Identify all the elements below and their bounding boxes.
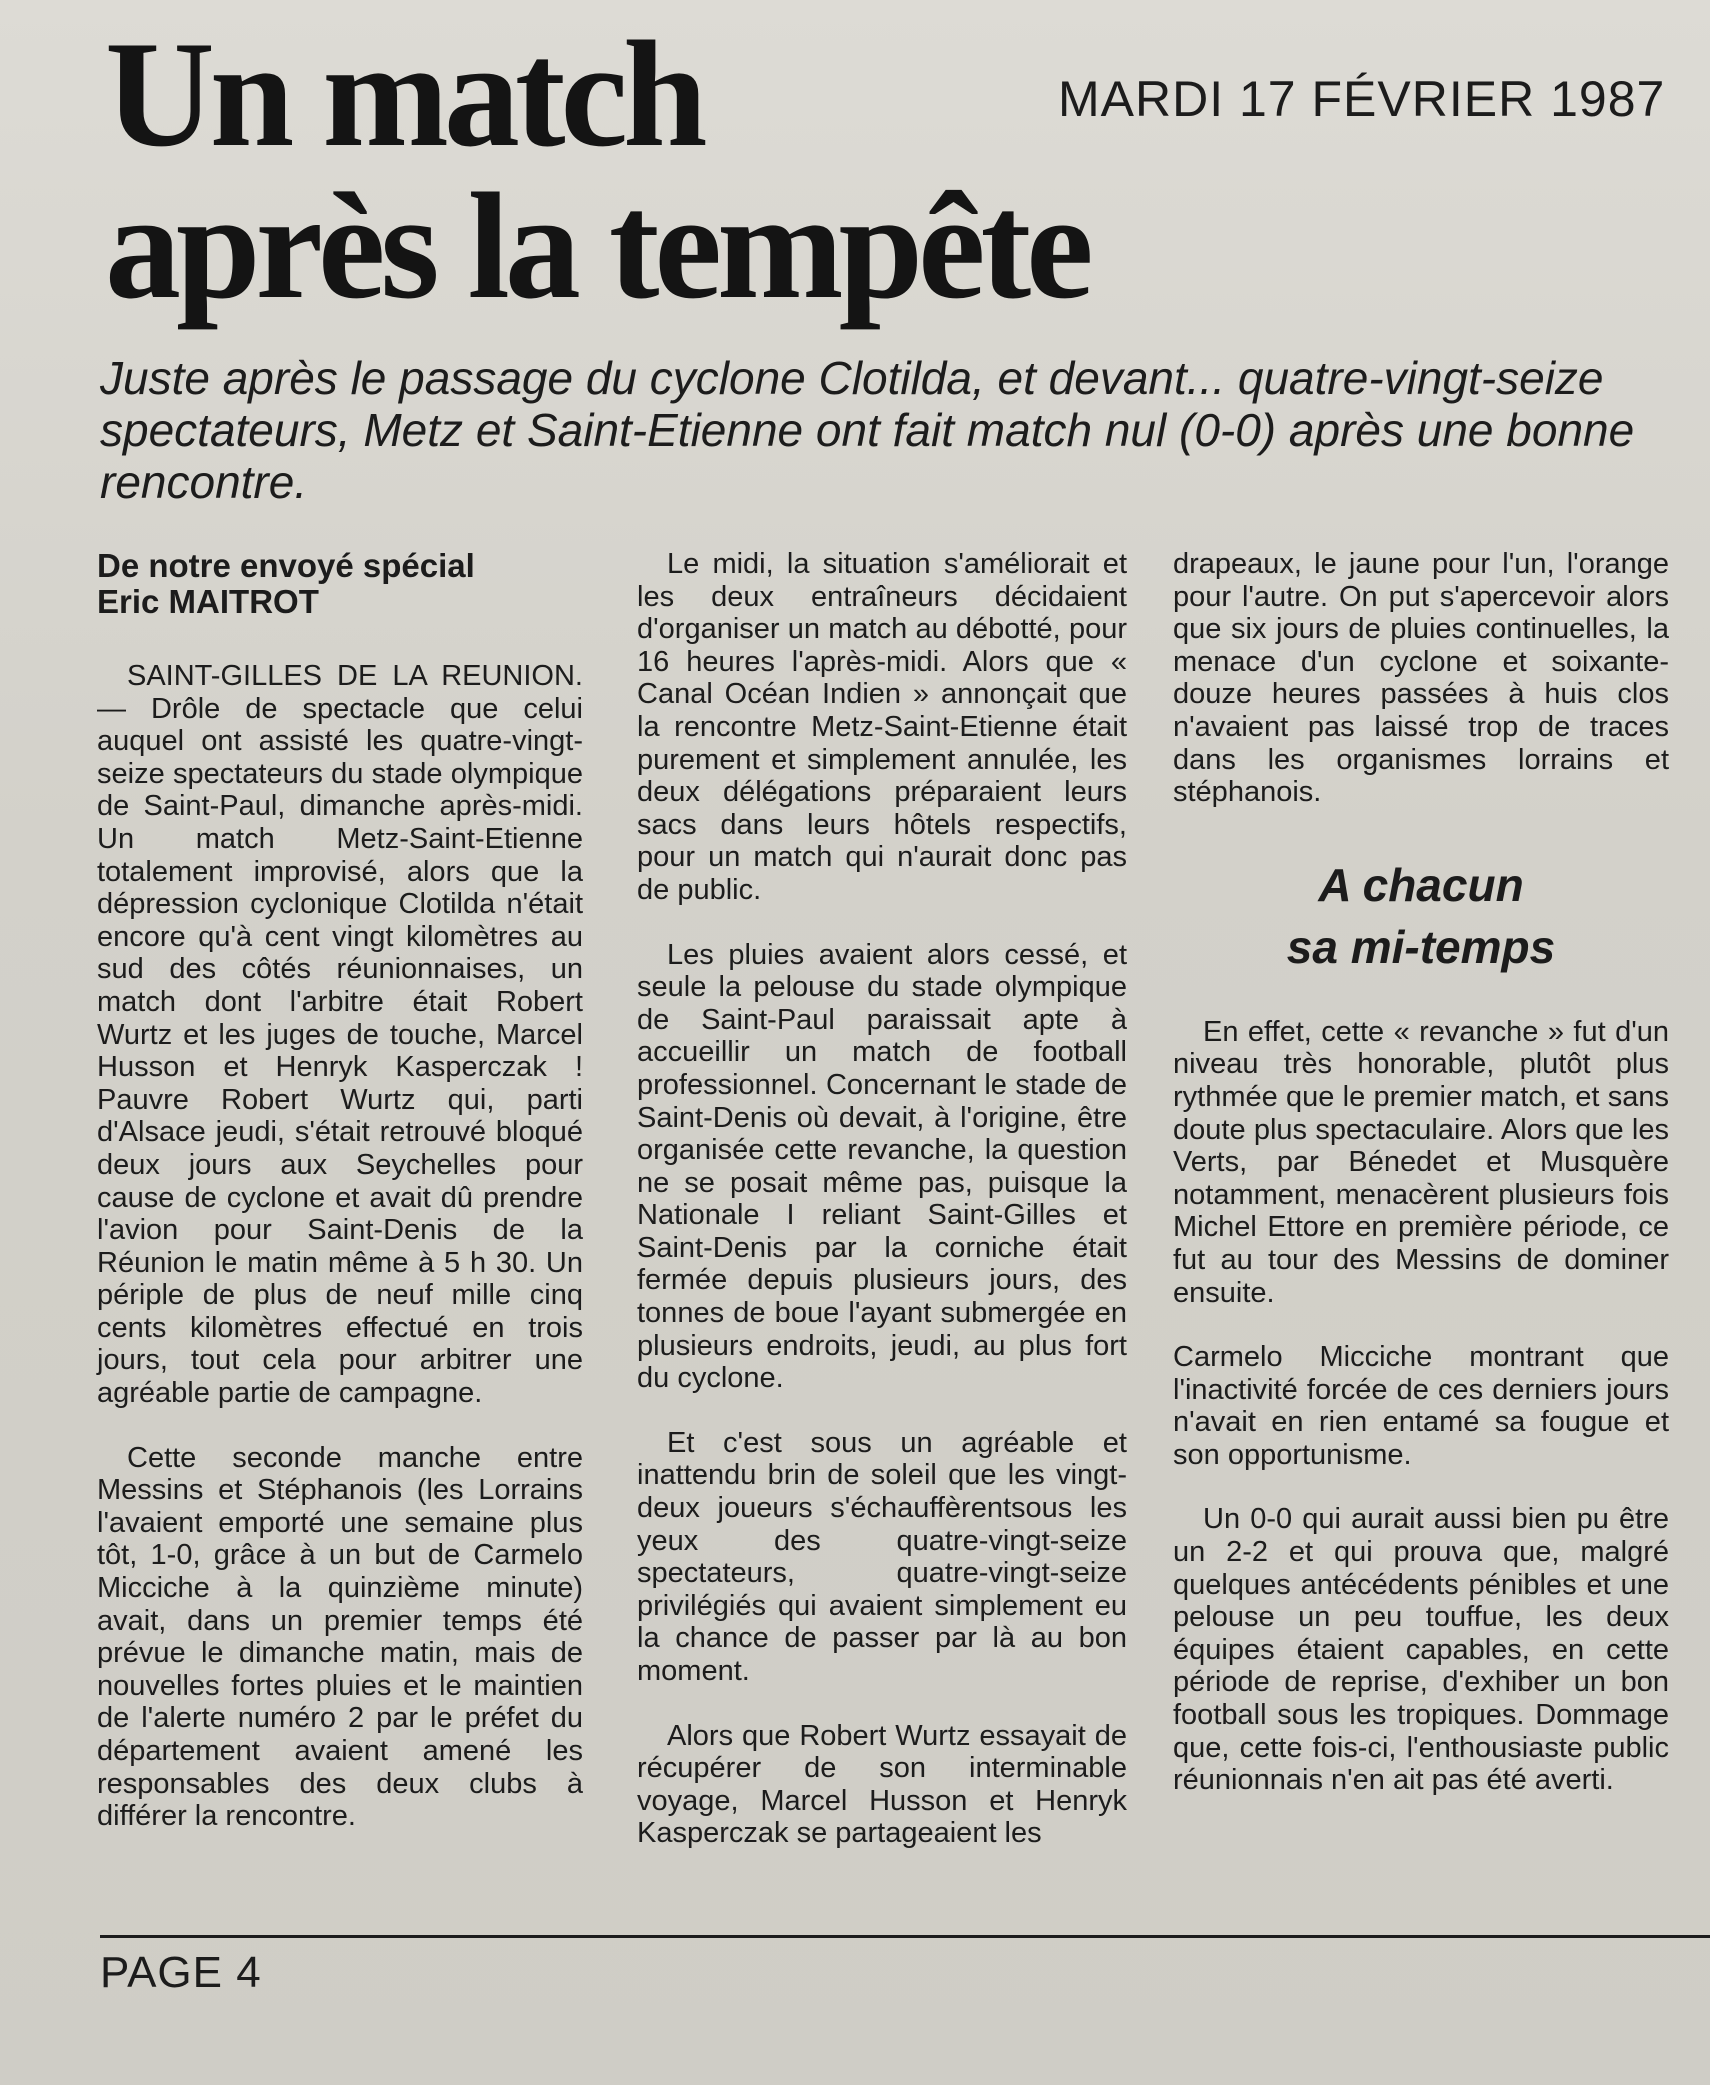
article-column-1 <box>97 548 583 1833</box>
body-paragraph: En effet, cette « revanche » fut d'un niveau très honorable, plutôt plus rythmée que le premier match, et sans doute plus spectaculaire. Alors que les Verts, par Bénedet et Musquère notamment, menacèrent plusieurs fois Michel Ettore en première période, ce fut au tour des Messins de dominer ensuite. <box>1173 1015 1669 1309</box>
headline <box>105 10 1105 330</box>
page-number: PAGE 4 <box>100 1948 262 1997</box>
headline-line-2: après la tempête <box>105 162 1089 330</box>
lede-paragraph: Juste après le passage du cyclone Clotilda, et devant... quatre-vingt-seize spectateurs, Metz et Saint-Etienne ont fait match nul (0-0) après une bonne rencontre. <box>100 352 1635 508</box>
body-paragraph: Et c'est sous un agréable et inattendu brin de soleil que les vingt-deux joueurs s'échauffèrentsous les yeux des quatre-vingt-seize spectateurs, quatre-vingt-seize privilégiés qui avaient simplement eu la chance de passer par là au bon moment. <box>637 1426 1127 1687</box>
body-paragraph: Alors que Robert Wurtz essayait de récupérer de son interminable voyage, Marcel Husson et Henryk Kasperczak se partageaient les <box>637 1719 1127 1850</box>
body-paragraph: Cette seconde manche entre Messins et Stéphanois (les Lorrains l'avaient emporté une semaine plus tôt, 1-0, grâce à un but de Carmelo Micciche à la quinzième minute) avait, dans un premier temps été prévue le dimanche matin, mais de nouvelles fortes pluies et le maintien de l'alerte numéro 2 par le préfet du département avaient amené les responsables des deux clubs à différer la rencontre. <box>97 1441 583 1833</box>
publication-date: MARDI 17 FÉVRIER 1987 <box>1058 71 1666 127</box>
byline-author: Eric MAITROT <box>97 583 319 620</box>
article-column-3 <box>1173 548 1669 1797</box>
footer-rule <box>100 1935 1710 1938</box>
subheading-line-1: A chacun <box>1318 858 1524 911</box>
body-paragraph: SAINT-GILLES DE LA REUNION. — Drôle de spectacle que celui auquel ont assisté les quatre-vingt-seize spectateurs du stade olympique de Saint-Paul, dimanche après-midi. Un match Metz-Saint-Etienne totalement improvisé, alors que la dépression cyclonique Clotilda n'était encore qu'à cent vingt kilomètres au sud des côtés réunionnaises, un match dont l'arbitre était Robert Wurtz et les juges de touche, Marcel Husson et Henryk Kasperczak ! Pauvre Robert Wurtz qui, parti d'Alsace jeudi, s'était retrouvé bloqué deux jours aux Seychelles pour cause de cyclone et avait dû prendre l'avion pour Saint-Denis de la Réunion le matin même à 5 h 30. Un périple de plus de neuf mille cinq cents kilomètres effectué en trois jours, tout cela pour arbitrer une agréable partie de campagne. <box>97 660 583 1410</box>
body-paragraph: Le midi, la situation s'améliorait et les deux entraîneurs décidaient d'organiser un match au débotté, pour 16 heures l'après-midi. Alors que « Canal Océan Indien » annonçait que la rencontre Metz-Saint-Etienne était purement et simplement annulée, les deux délégations préparaient leurs sacs dans leurs hôtels respectifs, pour un match qui n'aurait donc pas de public. <box>637 548 1127 906</box>
headline-line-1: Un match <box>105 10 703 178</box>
subheading-line-2: sa mi-temps <box>1286 920 1556 973</box>
body-paragraph: Un 0-0 qui aurait aussi bien pu être un 2-2 et qui prouva que, malgré quelques antécédents pénibles et une pelouse un peu touffue, les deux équipes étaient capables, en cette période de reprise, d'exhiber un bon football sous les tropiques. Dommage que, cette fois-ci, l'enthousiaste public réunionnais n'en ait pas été averti. <box>1173 1503 1669 1797</box>
body-paragraph: Carmelo Micciche montrant que l'inactivité forcée de ces derniers jours n'avait en rien entamé sa fougue et son opportunisme. <box>1173 1341 1669 1471</box>
body-paragraph: drapeaux, le jaune pour l'un, l'orange pour l'autre. On put s'apercevoir alors que six jours de pluies continuelles, la menace d'un cyclone et soixante-douze heures passées à huis clos n'avaient pas laissé trop de traces dans les organismes lorrains et stéphanois. <box>1173 548 1669 809</box>
article-column-2 <box>637 548 1127 1850</box>
byline <box>97 548 583 620</box>
byline-line-1: De notre envoyé spécial <box>97 547 475 584</box>
section-subheading <box>1173 854 1669 978</box>
body-paragraph: Les pluies avaient alors cessé, et seule la pelouse du stade olympique de Saint-Paul paraissait apte à accueillir un match de football professionnel. Concernant le stade de Saint-Denis où devait, à l'origine, être organisée cette revanche, la question ne se posait même pas, puisque la Nationale I reliant Saint-Gilles et Saint-Denis par la corniche était fermée depuis plusieurs jours, des tonnes de boue l'ayant submergée en plusieurs endroits, jeudi, au plus fort du cyclone. <box>637 938 1127 1395</box>
